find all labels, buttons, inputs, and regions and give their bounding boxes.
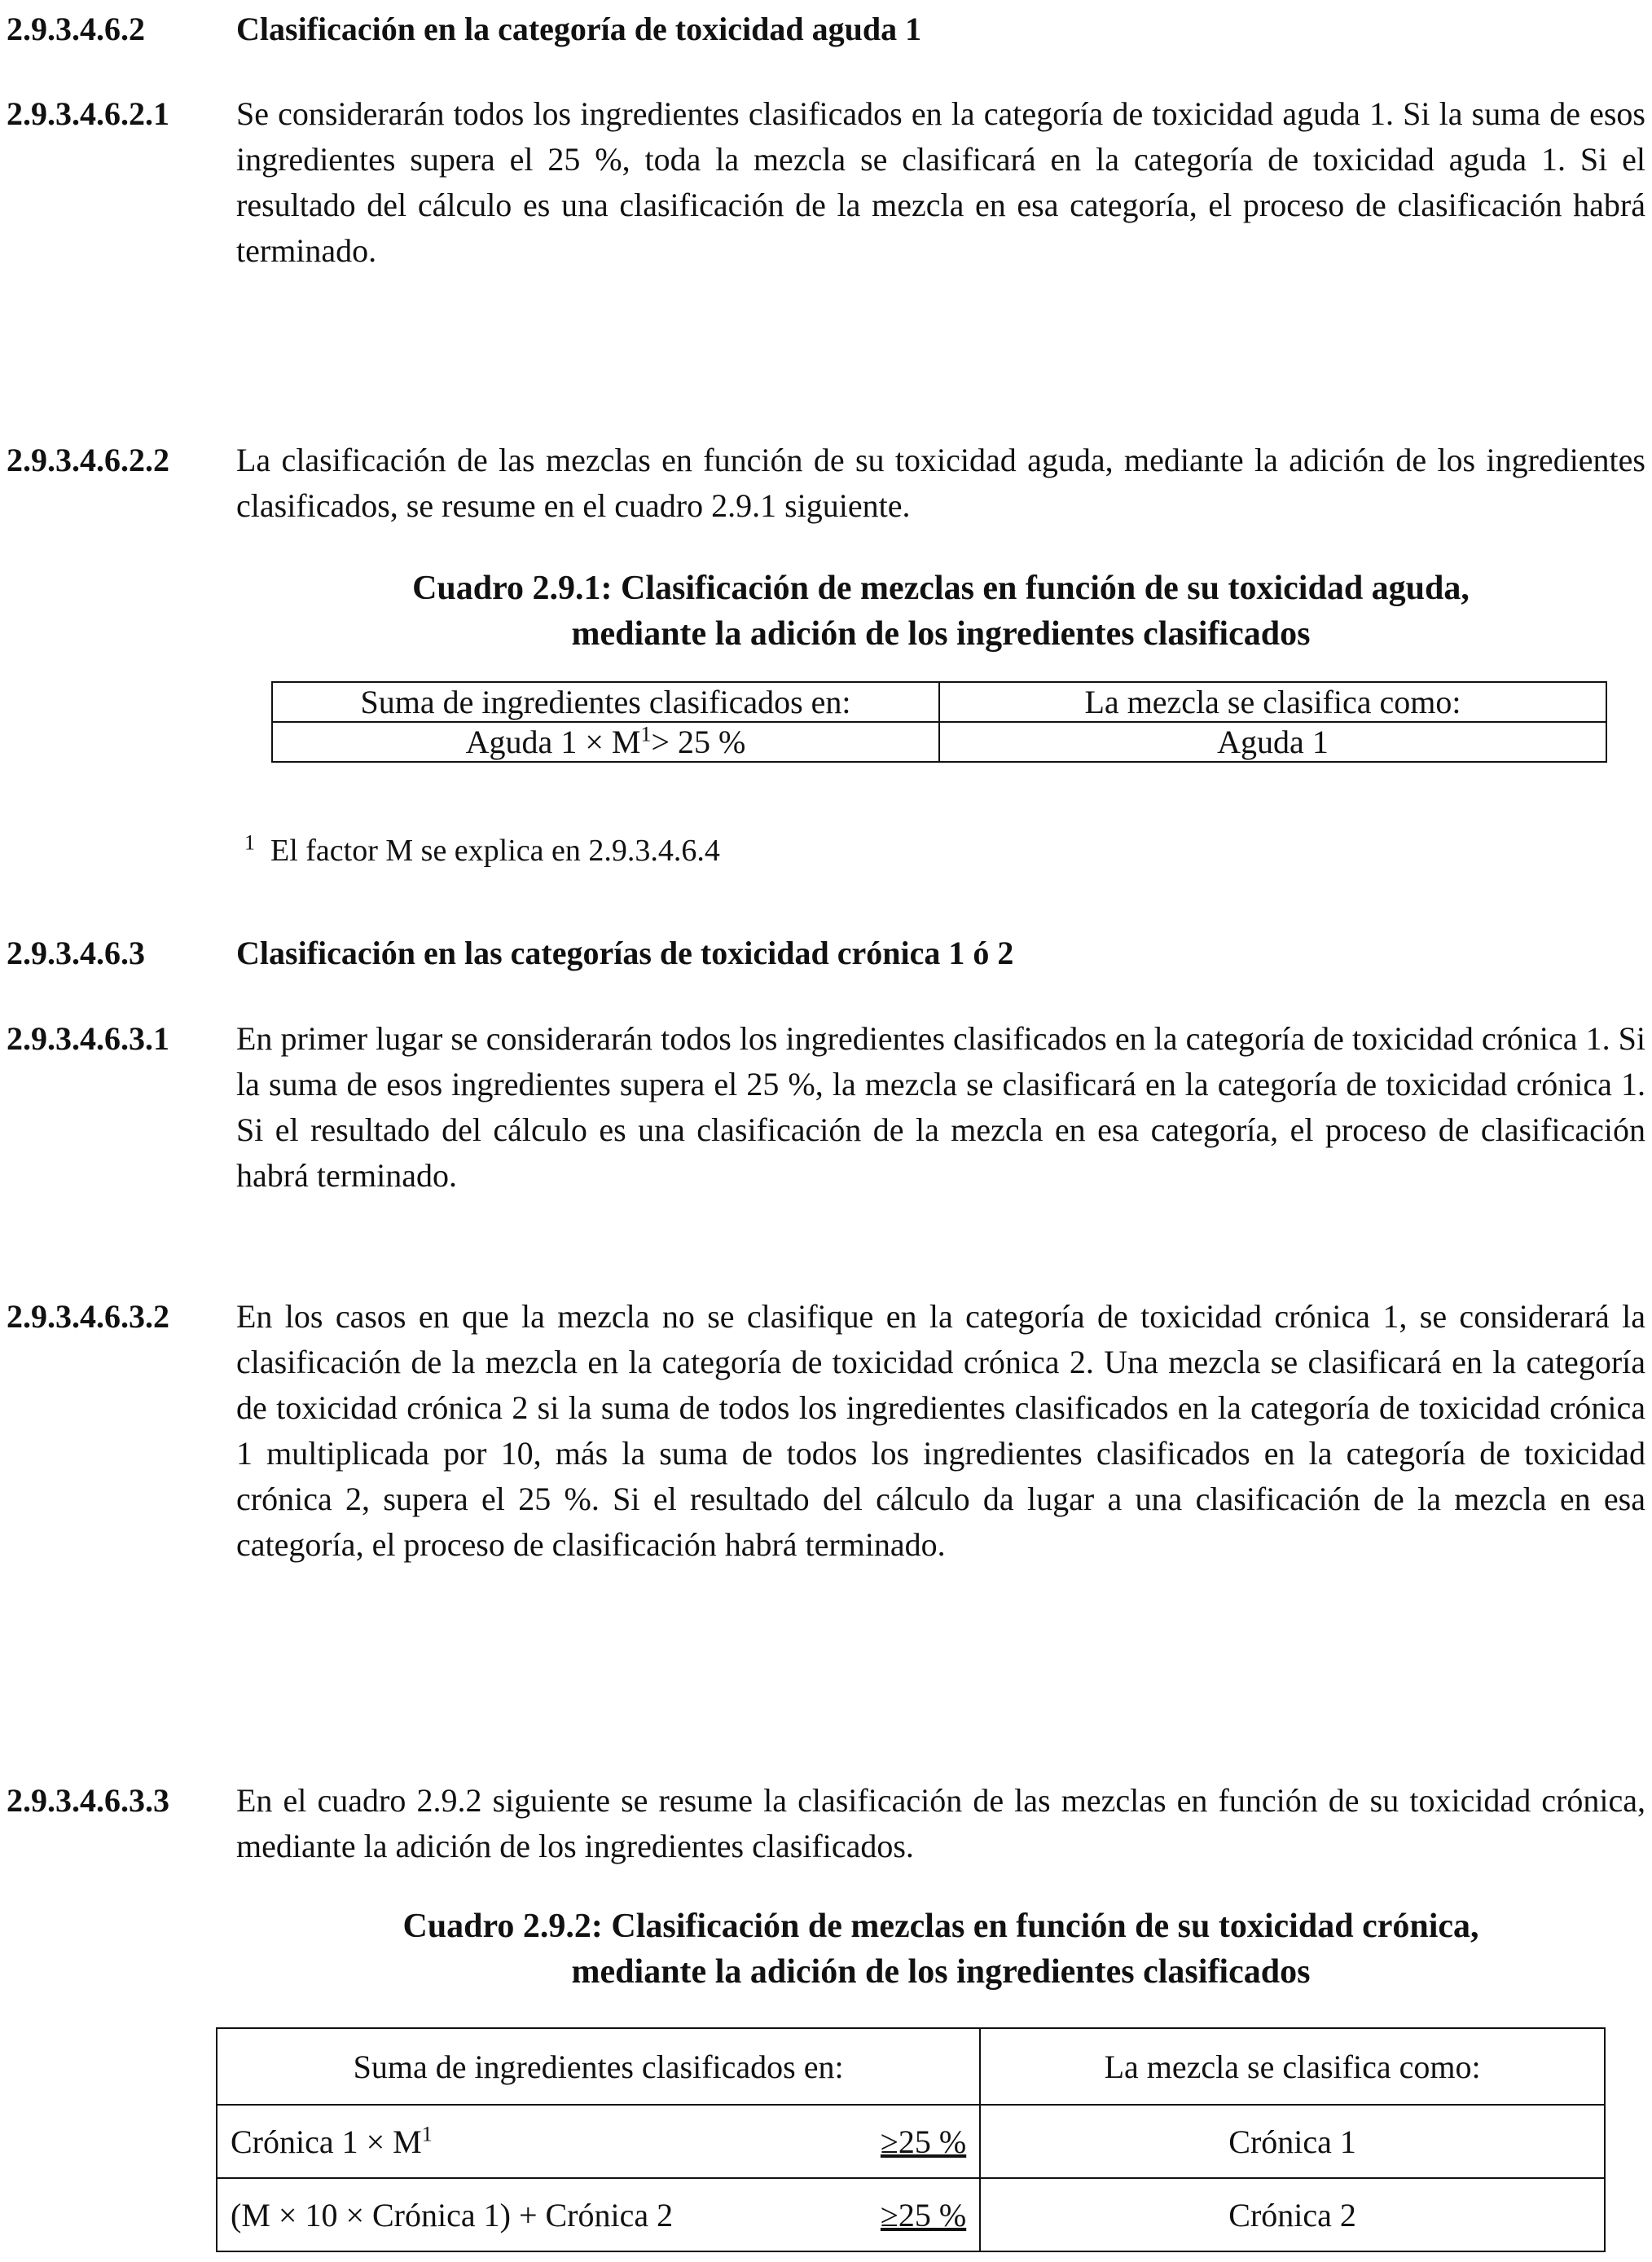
cell-threshold: ≥25 % [880,2196,967,2233]
table-row [217,2178,1605,2251]
table-2-9-2 [216,2027,1606,2252]
cell-text: Crónica 1 × M [231,2123,422,2160]
table-cell [272,722,939,762]
table-cell [217,2105,980,2178]
header-cell: La mezcla se clasifica como: [939,682,1606,722]
caption-line: mediante la adición de los ingredientes clasificados [571,1953,1311,1991]
cell-text: > 25 % [651,724,746,760]
cell-expression [231,2123,433,2161]
section-heading: Clasificación en la categoría de toxicidad aguda 1 [236,11,922,47]
table-cell: Crónica 2 [980,2178,1605,2251]
table-2-9-1 [271,681,1607,763]
caption-line: Cuadro 2.9.1: Clasificación de mezclas en función de su toxicidad aguda, [412,570,1470,607]
cell-text: Aguda 1 × M [465,724,641,760]
table-row [272,722,1606,762]
cell-expression [231,2196,673,2234]
footnote-ref: 1 [421,2122,433,2146]
table-header-row [272,682,1606,722]
footnote-ref: 1 [640,722,652,746]
footnote-mark: 1 [244,830,255,855]
header-cell: Suma de ingredientes clasificados en: [217,2028,980,2105]
paragraph-text: En el cuadro 2.9.2 siguiente se resume la clasificación de las mezclas en función de su toxicidad crónica, mediante la adición de los ingredientes clasificados. [236,1782,1645,1864]
section-number: 2.9.3.4.6.2 [7,11,145,47]
cell-text: (M × 10 × Crónica 1) + Crónica 2 [231,2196,674,2233]
paragraph-number: 2.9.3.4.6.3.2 [7,1298,169,1335]
footnote [244,828,720,874]
paragraph-text: En primer lugar se considerarán todos los ingredientes clasificados en la categoría de toxicidad crónica 1. Si la suma de esos ingredientes supera el 25 %, la mezcla se clasificará en la categoría de toxicidad crónica 1. Si el resultado del cálculo es una clasificación de la mezcla en esa categoría, el proceso de clasificación habrá terminado. [236,1020,1645,1194]
table-cell [217,2178,980,2251]
table-cell: Crónica 1 [980,2105,1605,2178]
caption-line: Cuadro 2.9.2: Clasificación de mezclas en función de su toxicidad crónica, [402,1908,1479,1945]
header-cell: La mezcla se clasifica como: [980,2028,1605,2105]
paragraph-number: 2.9.3.4.6.2.2 [7,442,169,478]
section-heading: Clasificación en las categorías de toxicidad crónica 1 ó 2 [236,935,1014,971]
header-cell: Suma de ingredientes clasificados en: [272,682,939,722]
paragraph-text: Se considerarán todos los ingredientes clasificados en la categoría de toxicidad aguda 1. Si la suma de esos ingredientes supera el 25 %, toda la mezcla se clasificará en la categoría de toxicidad aguda 1. Si el resultado del cálculo es una clasificación de la mezcla en esa categoría, el proceso de clasificación habrá terminado. [236,95,1645,269]
paragraph-text: La clasificación de las mezclas en función de su toxicidad aguda, mediante la adición de los ingredientes clasificados, se resume en el cuadro 2.9.1 siguiente. [236,442,1645,524]
paragraph-number: 2.9.3.4.6.2.1 [7,95,169,132]
table-cell: Aguda 1 [939,722,1606,762]
caption-line: mediante la adición de los ingredientes clasificados [571,615,1311,653]
footnote-text: El factor M se explica en 2.9.3.4.6.4 [270,834,720,868]
paragraph-text: En los casos en que la mezcla no se clasifique en la categoría de toxicidad crónica 1, se considerará la clasificación de la mezcla en la categoría de toxicidad crónica 2. Una mezcla se clasificará en la categoría de toxicidad crónica 2 si la suma de todos los ingredientes clasificados en la categoría de toxicidad crónica 1 multiplicada por 10, más la suma de todos los ingredientes clasificados en la categoría de toxicidad crónica 2, supera el 25 %. Si el resultado del cálculo da lugar a una clasificación de la mezcla en esa categoría, el proceso de clasificación habrá terminado. [236,1298,1645,1563]
cell-threshold: ≥25 % [880,2123,967,2160]
table-row [217,2105,1605,2178]
table-caption [236,566,1645,657]
table-caption [236,1903,1645,1995]
paragraph-number: 2.9.3.4.6.3.3 [7,1782,169,1819]
table-header-row [217,2028,1605,2105]
section-number: 2.9.3.4.6.3 [7,935,145,971]
paragraph-number: 2.9.3.4.6.3.1 [7,1020,169,1057]
